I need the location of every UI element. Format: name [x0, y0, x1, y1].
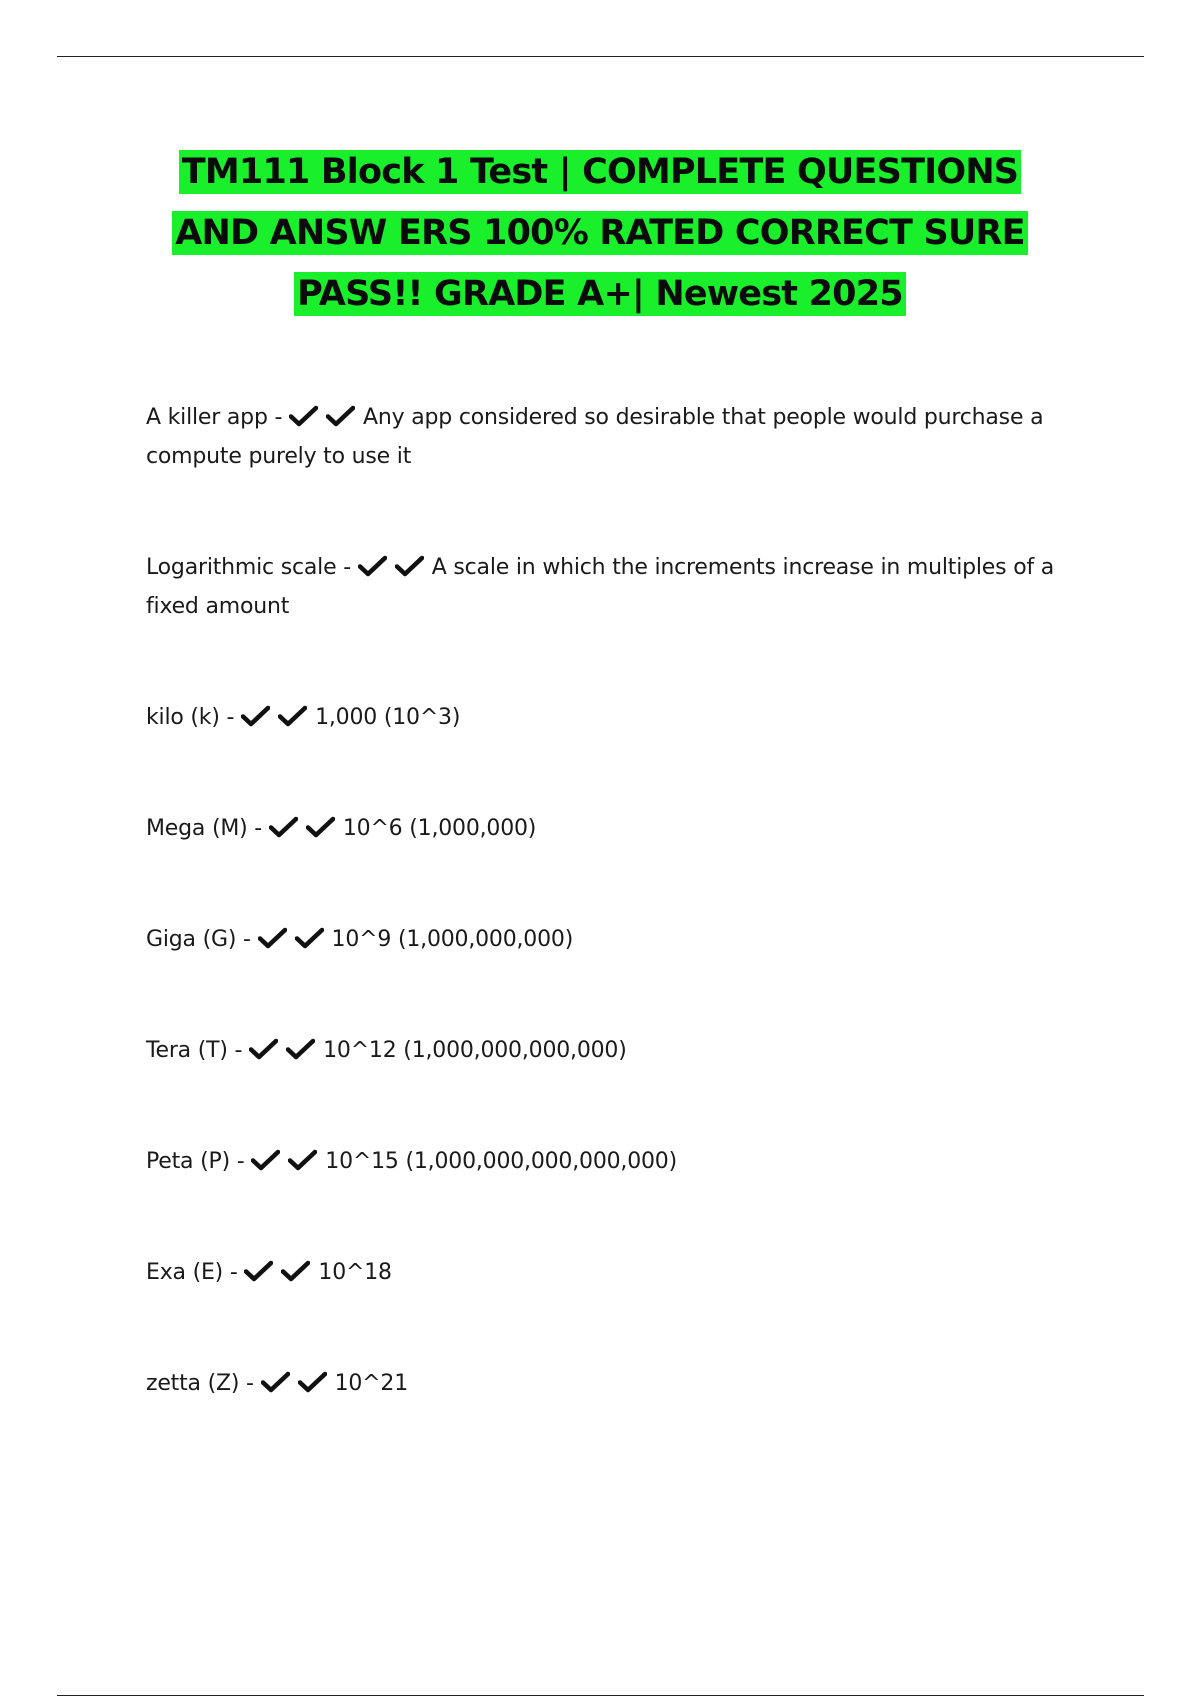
entry-definition: Any app considered so desirable that people would purchase a compute purely to use it: [146, 405, 1044, 469]
title-line-2: AND ANSW ERS 100% RATED CORRECT SURE: [172, 211, 1028, 255]
entry-term: kilo (k) -: [146, 705, 242, 730]
bottom-divider: [57, 1695, 1144, 1696]
checkmark-icon: [358, 555, 387, 577]
list-item: [146, 1364, 1091, 1403]
checkmark-icon: [298, 1371, 327, 1393]
entry-definition: 10^21: [334, 1371, 409, 1396]
list-item: [146, 548, 1091, 626]
entry-definition: A scale in which the increments increase in multiples of a fixed amount: [146, 555, 1055, 619]
list-item: [146, 1031, 1091, 1070]
checkmark-icon: [306, 816, 335, 838]
checkmark-icon: [249, 1038, 278, 1060]
checkmark-icon: [241, 705, 270, 727]
checkmark-icon: [251, 1149, 280, 1171]
checkmark-icon: [269, 816, 298, 838]
list-item: [146, 1142, 1091, 1181]
top-divider: [57, 56, 1144, 57]
title-line-1: TM111 Block 1 Test | COMPLETE QUESTIONS: [179, 150, 1021, 194]
list-item: [146, 698, 1091, 737]
title-line-3: PASS!! GRADE A+| Newest 2025: [294, 272, 906, 316]
entry-term: A killer app -: [146, 405, 290, 430]
entry-definition: 10^9 (1,000,000,000): [331, 927, 574, 952]
entry-definition: 10^15 (1,000,000,000,000,000): [325, 1149, 677, 1174]
checkmark-icon: [395, 555, 424, 577]
list-item: [146, 1253, 1091, 1292]
entry-list: [146, 398, 1091, 1475]
entry-definition: 10^18: [318, 1260, 392, 1285]
checkmark-icon: [286, 1038, 315, 1060]
list-item: [146, 398, 1091, 476]
entry-definition: 1,000 (10^3): [315, 705, 461, 730]
checkmark-icon: [244, 1260, 273, 1282]
checkmark-icon: [281, 1260, 310, 1282]
checkmark-icon: [326, 405, 355, 427]
checkmark-icon: [295, 927, 324, 949]
entry-term: Giga (G) -: [146, 927, 258, 952]
entry-term: Logarithmic scale -: [146, 555, 358, 580]
entry-term: Mega (M) -: [146, 816, 269, 841]
list-item: [146, 809, 1091, 848]
list-item: [146, 920, 1091, 959]
document-title: [100, 142, 1100, 325]
checkmark-icon: [288, 1149, 317, 1171]
entry-definition: 10^6 (1,000,000): [342, 816, 537, 841]
checkmark-icon: [258, 927, 287, 949]
checkmark-icon: [261, 1371, 290, 1393]
entry-term: zetta (Z) -: [146, 1371, 261, 1396]
entry-term: Exa (E) -: [146, 1260, 245, 1285]
checkmark-icon: [289, 405, 318, 427]
entry-definition: 10^12 (1,000,000,000,000): [323, 1038, 627, 1063]
entry-term: Peta (P) -: [146, 1149, 252, 1174]
checkmark-icon: [278, 705, 307, 727]
entry-term: Tera (T) -: [146, 1038, 250, 1063]
